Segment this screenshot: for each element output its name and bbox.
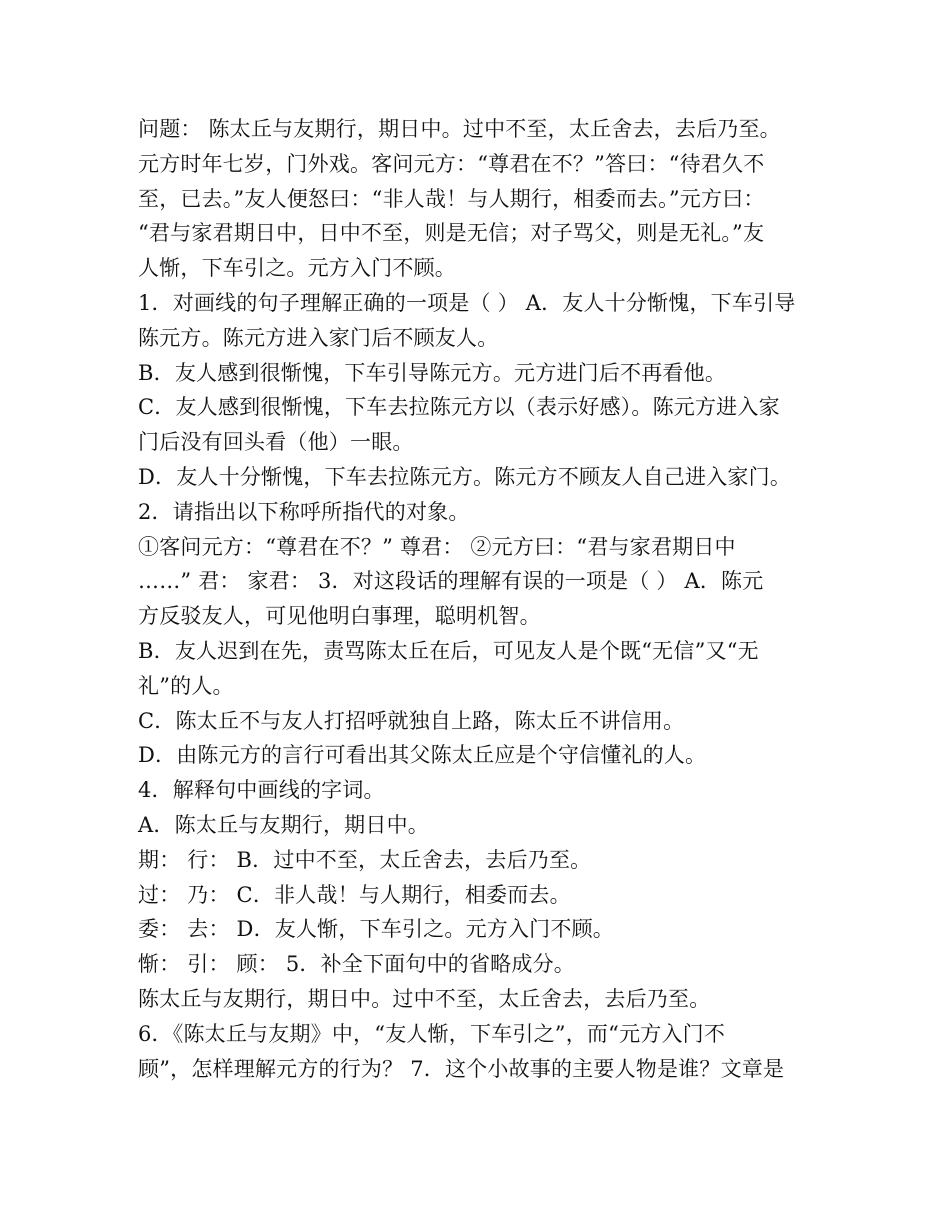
text-line: 过： 乃： C．非人哉！与人期行，相委而去。 bbox=[138, 882, 571, 907]
question-line: 4．解释句中画线的字词。 bbox=[138, 778, 385, 803]
text-line: 问题： 陈太丘与友期行，期日中。过中不至，太丘舍去，去后乃至。 bbox=[138, 117, 781, 141]
text-line: 陈元方。陈元方进入家门后不顾友人。 bbox=[138, 325, 499, 350]
text-line: 期： 行： B．过中不至，太丘舍去，去后乃至。 bbox=[138, 847, 592, 872]
question-line: 惭： 引： 顾： 5．补全下面句中的省略成分。 bbox=[138, 952, 575, 977]
question-line: 6．《陈太丘与友期》中，“友人惭，下车引之”，而“元方入门不 bbox=[138, 1021, 726, 1046]
text-line: 门后没有回头看（他）一眼。 bbox=[138, 430, 414, 455]
option-line: B．友人感到很惭愧，下车引导陈元方。元方进门后不再看他。 bbox=[138, 360, 727, 385]
option-line: B．友人迟到在先，责骂陈太丘在后，可见友人是个既“无信”又“无 bbox=[138, 638, 759, 663]
text-line: 人惭，下车引之。元方入门不顾。 bbox=[138, 256, 456, 281]
text-line: 至，已去。”友人便怒曰：“非人哉！与人期行，相委而去。”元方曰： bbox=[138, 186, 765, 211]
option-line: C．友人感到很惭愧，下车去拉陈元方以（表示好感）。陈元方进入家 bbox=[138, 395, 780, 420]
option-line: D．友人十分惭愧，下车去拉陈元方。陈元方不顾友人自己进入家门。 bbox=[138, 464, 792, 489]
question-line: 1．对画线的句子理解正确的一项是（ ） A．友人十分惭愧，下车引导 bbox=[138, 290, 796, 315]
question-line: 顾”，怎样理解元方的行为？ 7．这个小故事的主要人物是谁？文章是 bbox=[138, 1056, 785, 1081]
text-line: 委： 去： D．友人惭，下车引之。元方入门不顾。 bbox=[138, 917, 614, 942]
question-line: 2．请指出以下称呼所指代的对象。 bbox=[138, 499, 470, 524]
text-line: 陈太丘与友期行，期日中。过中不至，太丘舍去，去后乃至。 bbox=[138, 986, 711, 1011]
text-line: ①客问元方：“尊君在不？” 尊君： ②元方曰：“君与家君期日中 bbox=[138, 534, 736, 559]
option-line: C．陈太丘不与友人打招呼就独自上路，陈太丘不讲信用。 bbox=[138, 708, 685, 733]
text-line: 元方时年七岁，门外戏。客问元方：“尊君在不？”答曰：“待君久不 bbox=[138, 151, 765, 176]
question-line: ……” 君： 家君： 3．对这段话的理解有误的一项是（ ） A．陈元 bbox=[138, 569, 764, 594]
text-line: “君与家君期日中，日中不至，则是无信；对子骂父，则是无礼。”友 bbox=[138, 221, 765, 246]
option-line: A．陈太丘与友期行，期日中。 bbox=[138, 812, 429, 837]
text-line: 方反驳友人，可见他明白事理，聪明机智。 bbox=[138, 604, 541, 629]
document-body bbox=[138, 112, 818, 1086]
option-line: D．由陈元方的言行可看出其父陈太丘应是个守信懂礼的人。 bbox=[138, 743, 707, 768]
text-line: 礼”的人。 bbox=[138, 673, 234, 698]
